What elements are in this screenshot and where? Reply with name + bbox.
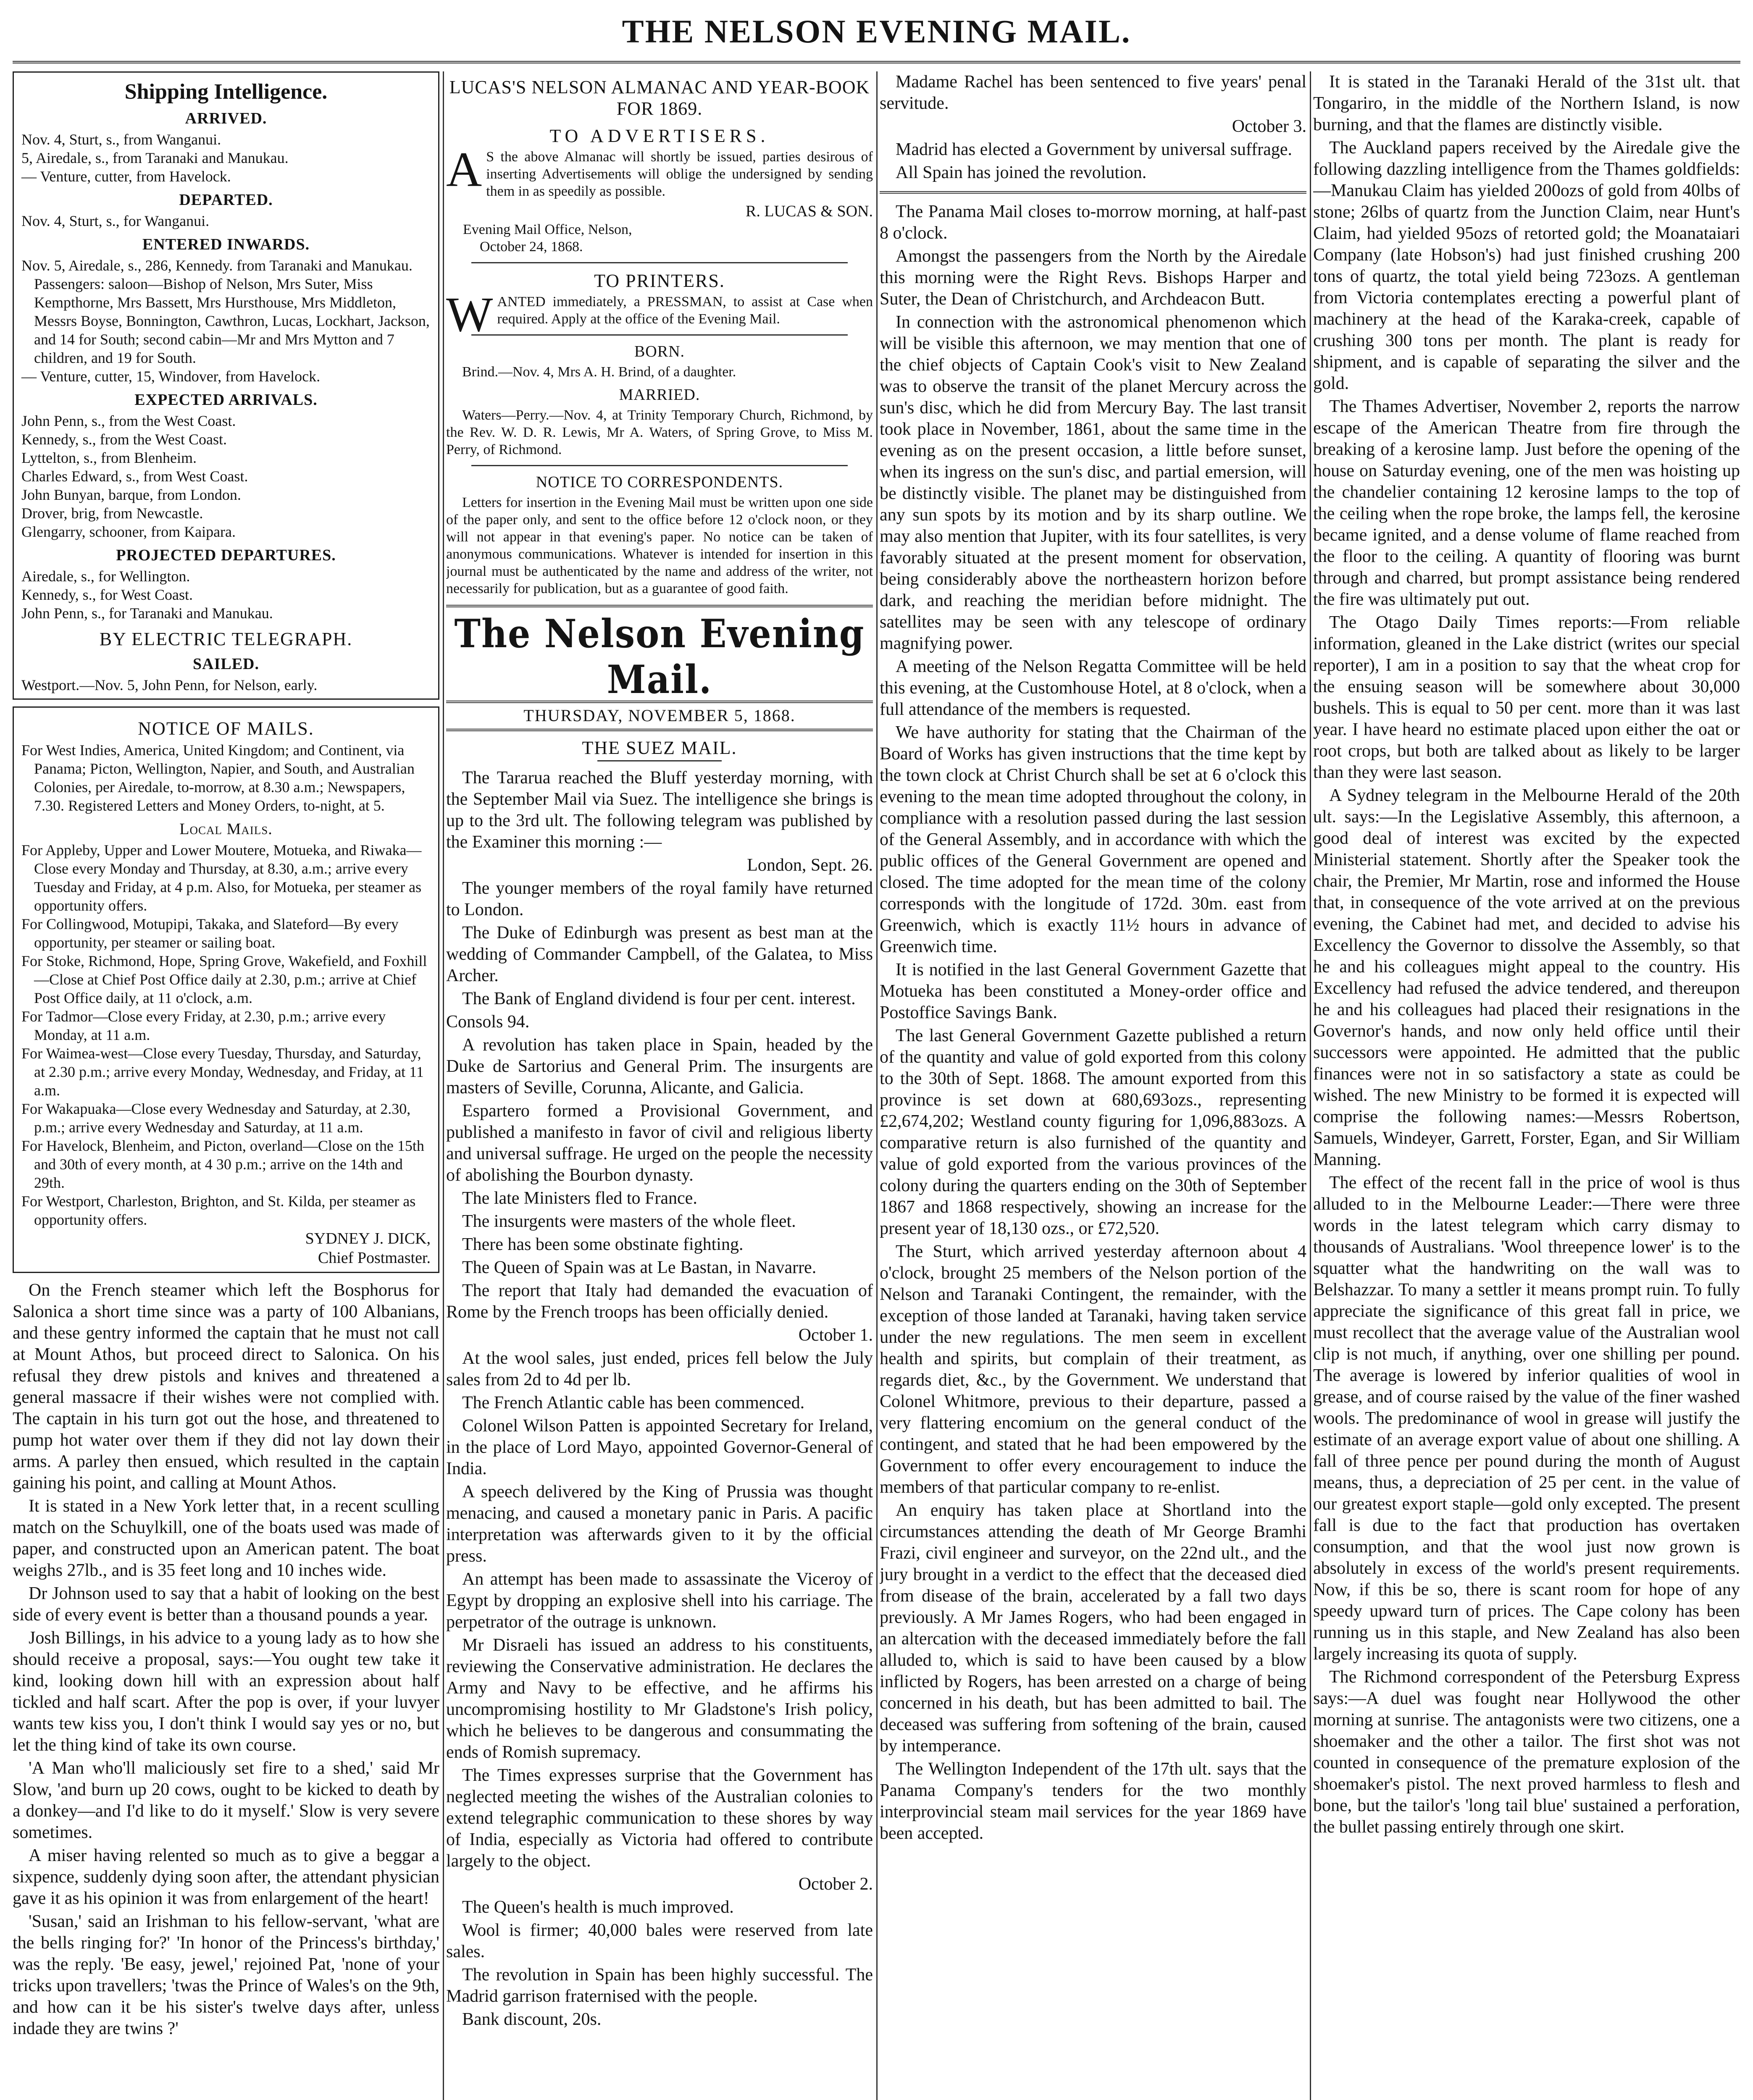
list-item: Kennedy, s., for West Coast. [21, 586, 193, 603]
entered-heading: ENTERED INWARDS. [142, 236, 310, 253]
list-item: John Penn, s., from the West Coast. [21, 412, 236, 429]
shipping-intelligence [13, 71, 439, 700]
article-paragraph: The report that Italy had demanded the evacuation of Rome by the French troops has been officially denied. [446, 1281, 873, 1322]
suez-heading: THE SUEZ MAIL. [582, 738, 737, 758]
list-item: For Havelock, Blenheim, and Picton, overland—Close on the 15th and 30th of every month, at 4 30 p.m.; arrive on the 14th and 29th. [21, 1137, 424, 1191]
list-item: John Penn, s., for Taranaki and Manukau. [21, 605, 273, 622]
masthead-title: THE NELSON EVENING MAIL. [622, 13, 1131, 50]
article-paragraph: The Duke of Edinburgh was present as best man at the wedding of Commander Campbell, of the Galatea, to Miss Archer. [446, 923, 873, 985]
to-advertisers-heading: TO ADVERTISERS. [549, 126, 770, 146]
article-paragraph: In connection with the astronomical phenomenon which will be visible this afternoon, we may mention that one of the chief objects of Captain Cook's visit to New Zealand was to observe the transit of the planet Mercury across the sun's disc, which he did from Mercury Bay. The last transit took place in November, 1861, about the same time in the evening as on the present occasion, a little before sunset, when its ingress on the sun's disc, and partial emersion, will be distinctly visible. The planet may be distinguished from any sun spots by its motion and by its sharp outline. We may also mention that Jupiter, with its four satellites, is very favorably situated at the present moment for observation, being considerably above the northeastern horizon before dark, and reaching the meridian before midnight. The satellites may be seen with any telescope of ordinary magnifying power. [880, 312, 1306, 653]
article-paragraph: It is stated in a New York letter that, in a recent sculling match on the Schuylkill, one of the boats used was made of paper, and constructed upon an American patent. The boat weighs 27lb., and is 35 feet long and 10 inches wide. [13, 1496, 439, 1580]
article-paragraph: We have authority for stating that the Chairman of the Board of Works has given instructions that the time kept by the town clock at Christ Church shall be set at 6 o'clock this evening to the mean time adopted throughout the colony, in compliance with a resolution passed during the last session of the General Assembly, and in accordance with which the public offices of the General Government are opened and closed. The time adopted for the mean time of the colony corresponds with the longitude of 172d. 30m. east from Greenwich, which is exactly 11½ hours in advance of Greenwich time. [880, 723, 1306, 956]
article-paragraph: The Tararua reached the Bluff yesterday morning, with the September Mail via Suez. The intelligence she brings is up to the 3rd ult. The following telegram was published by the Examiner this morning :— [446, 768, 873, 852]
article-paragraph: A speech delivered by the King of Prussia was thought menacing, and caused a monetary panic in Paris. A pacific interpretation was afterwards given to it by the official press. [446, 1482, 873, 1566]
column-1 [13, 71, 439, 2100]
printers-advert [446, 270, 873, 342]
mails-intro: For West Indies, America, United Kingdom; and Continent, via Panama; Picton, Wellington, Napier, and South, and Australian Colonies, per Airedale, to-morrow, at 8.30 a.m.; Newspapers, 7.30. Registered Letters and Money Orders, to-night, at 5. [21, 742, 415, 814]
article-paragraph: A miser having relented so much as to give a beggar a sixpence, suddenly dying soon after, the attendant physician gave it as his opinion it was from enlargement of the heart! [13, 1846, 439, 1908]
article-paragraph: A revolution has taken place in Spain, headed by the Duke de Sartorius and General Prim. The insurgents are masters of Seville, Corunna, Alicante, and Galicia. [446, 1035, 873, 1097]
list-item: John Bunyan, barque, from London. [21, 486, 241, 503]
postmaster-name: SYDNEY J. DICK, [305, 1230, 431, 1247]
postmaster-title: Chief Postmaster. [318, 1249, 431, 1267]
local-mails-heading: Local Mails. [179, 820, 273, 838]
printers-heading: TO PRINTERS. [594, 270, 725, 291]
list-item: Charles Edward, s., from West Coast. [21, 468, 248, 485]
article-paragraph: A Sydney telegram in the Melbourne Herald of the 20th ult. says:—In the Legislative Assembly, this afternoon, a good deal of interest was excited by the expected Ministerial statement. Shortly after the Speaker took the chair, the Premier, Mr Martin, rose and informed the House that, in consequence of the vote arrived at on the previous evening, the Cabinet had met, and decided to advise his Excellency the Governor to dissolve the Assembly, so that he and his colleagues might appeal to the country. His Excellency had refused the advice tendered, and thereupon he and his colleagues had placed their resignations in the Governor's hands, and now only held office until their successors were appointed. He admitted that the public finances were not in so satisfactory a state as could be wished. The new Ministry to be formed it is expected will comprise the following names:—Messrs Robertson, Samuels, Windeyer, Garrett, Forster, Egan, and Sir William Manning. [1313, 786, 1740, 1169]
list-item: Airedale, s., for Wellington. [21, 568, 190, 585]
dropcap: A [446, 142, 482, 197]
list-item: 5, Airedale, s., from Taranaki and Manukau. [21, 150, 289, 166]
born-text: Brind.—Nov. 4, Mrs A. H. Brind, of a daughter. [462, 364, 736, 380]
article-paragraph: The Panama Mail closes to-morrow morning, at half-past 8 o'clock. [880, 202, 1306, 243]
article-paragraph: 'Susan,' said an Irishman to his fellow-servant, 'what are the bells ringing for?' 'In honor of the Princess's birthday,' was the reply. 'Be easy, jewel,' rejoined Pat, 'none of your tricks upon travellers; 'twas the Prince of Wales's on the 9th, and how can it be his sister's twelve days after, unless indade they are twins ?' [13, 1912, 439, 2038]
list-item: Nov. 5, Airedale, s., 286, Kennedy. from Taranaki and Manukau. Passengers: saloon—Bishop of Nelson, Mrs Suter, Miss Kempthorne, Mrs Bassett, Mrs Hursthouse, Mrs Middleton, Messrs Boyse, Bonnington, Cawthron, Lucas, Lockhart, Jackson, and 14 for South; second cabin—Mr and Mrs Mytton and 7 children, and 19 for South. [21, 257, 430, 366]
almanac-body: A S the above Almanac will shortly be issued, parties desirous of inserting Advertisements will oblige the undersigned by sending them in as speedily as possible. [446, 142, 873, 199]
masthead [13, 4, 1740, 63]
article-paragraph: The Auckland papers received by the Airedale give the following dazzling intelligence from the Thames goldfields:—Manukau Claim has yielded 200ozs of gold from 40lbs of stone; 26lbs of quartz from the Junction Claim, near Hunt's Claim, had yielded 95ozs of retorted gold; the Moanataiari Company (late Hobson's) had just finished crushing 200 tons of quartz, the total yield being 723ozs. A gentleman from Victoria contemplates erecting a powerful plant of machinery at the head of the Karaka-creek, capable of crushing 300 tons per month. The plant is ready for shipment, and is capable of separating the silver and the gold. [1313, 138, 1740, 393]
article-paragraph: The Otago Daily Times reports:—From reliable information, gleaned in the Lake district (writes our special reporter), I am in a position to say that the wheat crop for the ensuing season will be somewhere about 30,000 bushels. This is equal to 50 per cent. more than it was last year. I have heard no estimate placed upon either the oat or root crops, but both are talked about as likely to be larger than they were last season. [1313, 613, 1740, 782]
column-rule [1310, 71, 1311, 2100]
article-paragraph: Espartero formed a Provisional Government, and published a manifesto in favor of civil and religious liberty and universal suffrage. He urged on the people the necessity of abolishing the Bourbon dynasty. [446, 1101, 873, 1185]
article-paragraph: The Richmond correspondent of the Petersburg Express says:—A duel was fought near Hollywood the other morning at sunrise. The antagonists were two citizens, one a shoemaker and the other a tailor. The first shot was not counted in consequence of the premature explosion of the shoemaker's pistol. The next proved harmless to flesh and bone, but the tailor's 'long tail blue' sustained a perforation, the bullet passing entirely through one skirt. [1313, 1667, 1740, 1837]
shipping-heading: Shipping Intelligence. [124, 80, 328, 104]
sailed-heading: SAILED. [193, 655, 259, 673]
list-item: For Collingwood, Motupipi, Takaka, and Slateford—By every opportunity, per steamer or sailing boat. [21, 916, 399, 951]
column-rule [876, 71, 878, 2100]
article-paragraph: The last General Government Gazette published a return of the quantity and value of gold exported from this colony to the 30th of Sept. 1868. The amount exported from this province is set down at 680,693ozs., representing £2,674,202; Westland county figuring for 1,096,883ozs. A comparative return is also furnished of the quantity and value of gold exported from the various provinces of the colony during the quarters ending on the 30th of September 1867 and 1868 respectively, showing an increase for the present year of 18,130 ozs., or £72,520. [880, 1026, 1306, 1238]
article-paragraph: The Queen's health is much improved. [462, 1898, 734, 1917]
list-item: Nov. 4, Sturt, s., from Wanganui. [21, 131, 221, 148]
list-item: For Stoke, Richmond, Hope, Spring Grove, Wakefield, and Foxhill—Close at Chief Post Office daily at 2.30, p.m.; arrive at Chief Post Office daily, at 11 o'clock, a.m. [21, 953, 427, 1006]
article-paragraph: The Bank of England dividend is four per cent. interest. [462, 989, 856, 1008]
column-rule [443, 71, 444, 2100]
dateline: October 2. [798, 1874, 873, 1894]
list-item: Nov. 4, Sturt, s., for Wanganui. [21, 213, 210, 229]
list-item: For Waimea-west—Close every Tuesday, Thursday, and Saturday, at 2.30 p.m.; arrive every Monday, Wednesday, and Friday, at 11 a.m. [21, 1045, 424, 1099]
article-paragraph: It is stated in the Taranaki Herald of the 31st ult. that Tongariro, in the middle of the Northern Island, is now burning, and that the flames are distinctly visible. [1313, 72, 1740, 134]
list-item: For Westport, Charleston, Brighton, and St. Kilda, per steamer as opportunity offers. [21, 1193, 416, 1228]
article-paragraph: Mr Disraeli has issued an address to his constituents, reviewing the Conservative administration. He declares the Army and Navy to be effective, and he affirms his uncompromising hostility to Mr Gladstone's Irish policy, which he believes to be dangerous and consummating the ends of Romish supremacy. [446, 1635, 873, 1762]
article-paragraph: There has been some obstinate fighting. [462, 1235, 744, 1254]
article-paragraph: 'A Man who'll maliciously set fire to a shed,' said Mr Slow, 'and burn up 20 cows, ought to be kicked to death by a donkey—and I'd like to do it myself.' Slow is very severe sometimes. [13, 1759, 439, 1842]
article-paragraph: The Times expresses surprise that the Government has neglected meeting the wishes of the Australian colonies to extend telegraphic communication to these shores by way of India, especially as Victoria had offered to contribute largely to the object. [446, 1766, 873, 1871]
correspondents-text: Letters for insertion in the Evening Mail must be written upon one side of the paper only, and sent to the office before 12 o'clock noon, or they will not appear in that evening's paper. No notice can be taken of anonymous communications. Whatever is intended for insertion in this journal must be authenticated by the name and address of the writer, not necessarily for publication, but as a guarantee of good faith. [446, 495, 873, 596]
article-paragraph: The effect of the recent fall in the price of wool is thus alluded to in the Melbourne Leader:—There were three words in the latest telegram which carry dismay to thousands of Australians. 'Wool threepence lower' is to the squatter what the handwriting on the wall was to Belshazzar. To many a settler it means prompt ruin. To fully appreciate the significance of this great fall in price, we must recollect that the average value of the Australian wool clip is not much, if anything, over one shilling per pound. The average is lowered by inferior qualities of wool in grease, and of course raised by the value of the finer washed wools. The predominance of wool in grease will justify the estimate of an average export value of about one shilling. A fall of three pence per pound during the month of August means, thus, a depreciation of 25 per cent. in the value of our greatest export staple—gold only excepted. The present fall is due to the fact that production has overtaken consumption, and that the wool just now grown is absolutely in excess of the world's present requirements. Now, if this be so, there is scant room for hope of any speedy upward turn of prices. The Cape colony has been running us in this staple, and New Zealand has also been largely increasing its quota of supply. [1313, 1173, 1740, 1664]
almanac-advert [446, 76, 873, 255]
born-heading: BORN. [634, 343, 685, 360]
miscellany [13, 1280, 439, 2040]
dateline: London, Sept. 26. [747, 856, 873, 875]
article-paragraph: The French Atlantic cable has been commenced. [462, 1393, 805, 1412]
list-item: For Wakapuaka—Close every Wednesday and Saturday, at 2.30, p.m.; arrive every Wednesday and Saturday, at 11 a.m. [21, 1100, 411, 1136]
projected-heading: PROJECTED DEPARTURES. [116, 546, 336, 564]
article-paragraph: An enquiry has taken place at Shortland into the circumstances attending the death of Mr George Bramhi Frazi, civil engineer and surveyor, on the 22nd ult., and the jury brought in a verdict to the effect that the deceased died from disease of the brain, accelerated by a fall two days previously. A Mr James Rogers, who had been engaged in an altercation with the deceased immediately before the fall alluded to, which is said to have been caused by a blow inflicted by Rogers, has been arrested on a charge of being concerned in his death, but has been admitted to bail. The deceased was suffering from softening of the brain, caused by intemperance. [880, 1501, 1306, 1756]
almanac-address: Evening Mail Office, Nelson, [463, 222, 632, 237]
article-paragraph: On the French steamer which left the Bosphorus for Salonica a short time since was a party of 100 Albanians, and these gentry informed the captain that he must not call at Mount Athos, but proceed direct to Salonica. On his refusal they drew pistols and knives and threatened a general massacre if their wishes were not complied with. The captain in his turn got out the hose, and threatened to pump hot water over them if they did not lay down their arms. A parley then ensued, which resulted in the captain gaining his point, and calling at Mount Athos. [13, 1281, 439, 1493]
dateline: October 1. [798, 1326, 873, 1345]
article-paragraph: The revolution in Spain has been highly successful. The Madrid garrison fraternised with the people. [446, 1965, 873, 2006]
article-paragraph: Wool is firmer; 40,000 bales were reserved from late sales. [446, 1921, 873, 1961]
article-paragraph: Dr Johnson used to say that a habit of looking on the best side of every event is better than a thousand pounds a year. [13, 1584, 439, 1625]
list-item: For Tadmor—Close every Friday, at 2.30, p.m.; arrive every Monday, at 11 a.m. [21, 1008, 386, 1043]
almanac-date: October 24, 1868. [480, 239, 583, 255]
article-paragraph: The Wellington Independent of the 17th ult. says that the Panama Company's tenders for the two monthly interprovincial steam mail services for the year 1869 have been accepted. [880, 1759, 1306, 1843]
article-paragraph: An attempt has been made to assassinate the Viceroy of Egypt by dropping an explosive shell into his carriage. The perpetrator of the outrage is unknown. [446, 1570, 873, 1632]
article-paragraph: Madame Rachel has been sentenced to five years' penal servitude. [880, 72, 1306, 113]
article-paragraph: Colonel Wilson Patten is appointed Secretary for Ireland, in the place of Lord Mayo, appointed Governor-General of India. [446, 1416, 873, 1478]
column-3 [880, 71, 1306, 2100]
list-item: — Venture, cutter, 15, Windover, from Havelock. [21, 368, 321, 385]
list-item: Kennedy, s., from the West Coast. [21, 431, 227, 448]
article-paragraph: The Sturt, which arrived yesterday afternoon about 4 o'clock, brought 25 members of the Nelson portion of the Nelson and Taranaki Contingent, the remainder, with the exception of those landed at Taranaki, having taken service under the new regulations. The men seem in excellent health and spirits, but complain of their treatment, as regards diet, &c., by the Government. We understand that Colonel Whitmore, previous to their departure, passed a very flattering encomium on the general conduct of the contingent, and stated that he had been empowered by the Government to offer every encouragement to induce the members of that particular company to re-enlist. [880, 1242, 1306, 1497]
article-paragraph: The Queen of Spain was at Le Bastan, in Navarre. [462, 1258, 817, 1277]
article-paragraph: Josh Billings, in his advice to a young lady as to how she should receive a proposal, says:—You ought tew take it kind, looking down hill with an expression about half tickled and half scart. After the pop is over, if your luvyer wants tew kiss you, I don't think I would say yes or no, but let the thing kind of take its own course. [13, 1628, 439, 1755]
article-paragraph: Amongst the passengers from the North by the Airedale this morning were the Right Revs. Bishops Harper and Suter, the Dean of Christchurch, and Archdeacon Butt. [880, 247, 1306, 309]
list-item: Lyttelton, s., from Blenheim. [21, 449, 197, 466]
article-paragraph: The late Ministers fled to France. [462, 1189, 697, 1208]
article-paragraph: The Thames Advertiser, November 2, reports the narrow escape of the American Theatre from fire through the breaking of a kerosine lamp. Just before the opening of the house on Saturday evening, one of the men was hoisting up the chandelier containing 12 kerosine lamps to the top of the ceiling when the rope broke, the lamps fell, the kerosine became ignited, and a dense volume of flame reached from the floor to the ceiling. A quantity of flooring was burnt through and charred, but prompt assistance being rendered the fire was ultimately put out. [1313, 397, 1740, 609]
arrived-heading: ARRIVED. [185, 110, 267, 127]
list-item: For Appleby, Upper and Lower Moutere, Motueka, and Riwaka—Close every Monday and Thursday, at 8.30, a.m.; arrive every Tuesday and Friday, at 4 p.m. Also, for Motueka, per steamer as opportunity offers. [21, 842, 422, 914]
list-item: Glengarry, schooner, from Kaipara. [21, 523, 236, 540]
column-4 [1313, 71, 1740, 2100]
article-paragraph: The younger members of the royal family have returned to London. [446, 879, 873, 919]
expected-heading: EXPECTED ARRIVALS. [134, 391, 318, 409]
article-paragraph: The insurgents were masters of the whole fleet. [462, 1212, 796, 1231]
article-paragraph: It is notified in the last General Government Gazette that Motueka has been constituted a Money-order office and Postoffice Savings Bank. [880, 960, 1306, 1022]
departed-heading: DEPARTED. [179, 191, 273, 209]
telegraph-heading: BY ELECTRIC TELEGRAPH. [99, 629, 353, 649]
married-heading: MARRIED. [619, 386, 700, 404]
almanac-sign: R. LUCAS & SON. [746, 202, 873, 220]
article-paragraph: Bank discount, 20s. [462, 2010, 602, 2029]
issue-date: THURSDAY, NOVEMBER 5, 1868. [523, 706, 796, 725]
notice-of-mails [13, 706, 439, 1273]
list-item: Drover, brig, from Newcastle. [21, 505, 203, 522]
article-paragraph: Consols 94. [446, 1012, 530, 1032]
dropcap: W [446, 287, 493, 342]
married-text: Waters—Perry.—Nov. 4, at Trinity Temporary Church, Richmond, by the Rev. W. D. R. Lewis, Mr A. Waters, of Spring Grove, to Miss M. Perry, of Richmond. [446, 407, 873, 457]
masthead-blackletter: The Nelson Evening Mail. [454, 611, 865, 702]
article-paragraph: At the wool sales, just ended, prices fell below the July sales from 2d to 4d per lb. [446, 1349, 873, 1389]
almanac-title: LUCAS'S NELSON ALMANAC AND YEAR-BOOK FOR 1869. [449, 77, 870, 119]
article-paragraph: All Spain has joined the revolution. [896, 163, 1147, 182]
article-paragraph: Madrid has elected a Government by universal suffrage. [896, 140, 1292, 159]
printers-body: WANTED immediately, a PRESSMAN, to assist at Case when required. Apply at the office of the Evening Mail. [446, 287, 873, 342]
mails-heading: NOTICE OF MAILS. [138, 718, 314, 739]
dateline: October 3. [1232, 117, 1306, 136]
article-paragraph: A meeting of the Nelson Regatta Committee will be held this evening, at the Customhouse Hotel, at 8 o'clock, when a full attendance of the members is requested. [880, 657, 1306, 719]
list-item: — Venture, cutter, from Havelock. [21, 168, 231, 185]
correspondents-heading: NOTICE TO CORRESPONDENTS. [536, 473, 783, 491]
list-item: Westport.—Nov. 5, John Penn, for Nelson, early. [21, 677, 318, 693]
column-2 [446, 71, 873, 2100]
